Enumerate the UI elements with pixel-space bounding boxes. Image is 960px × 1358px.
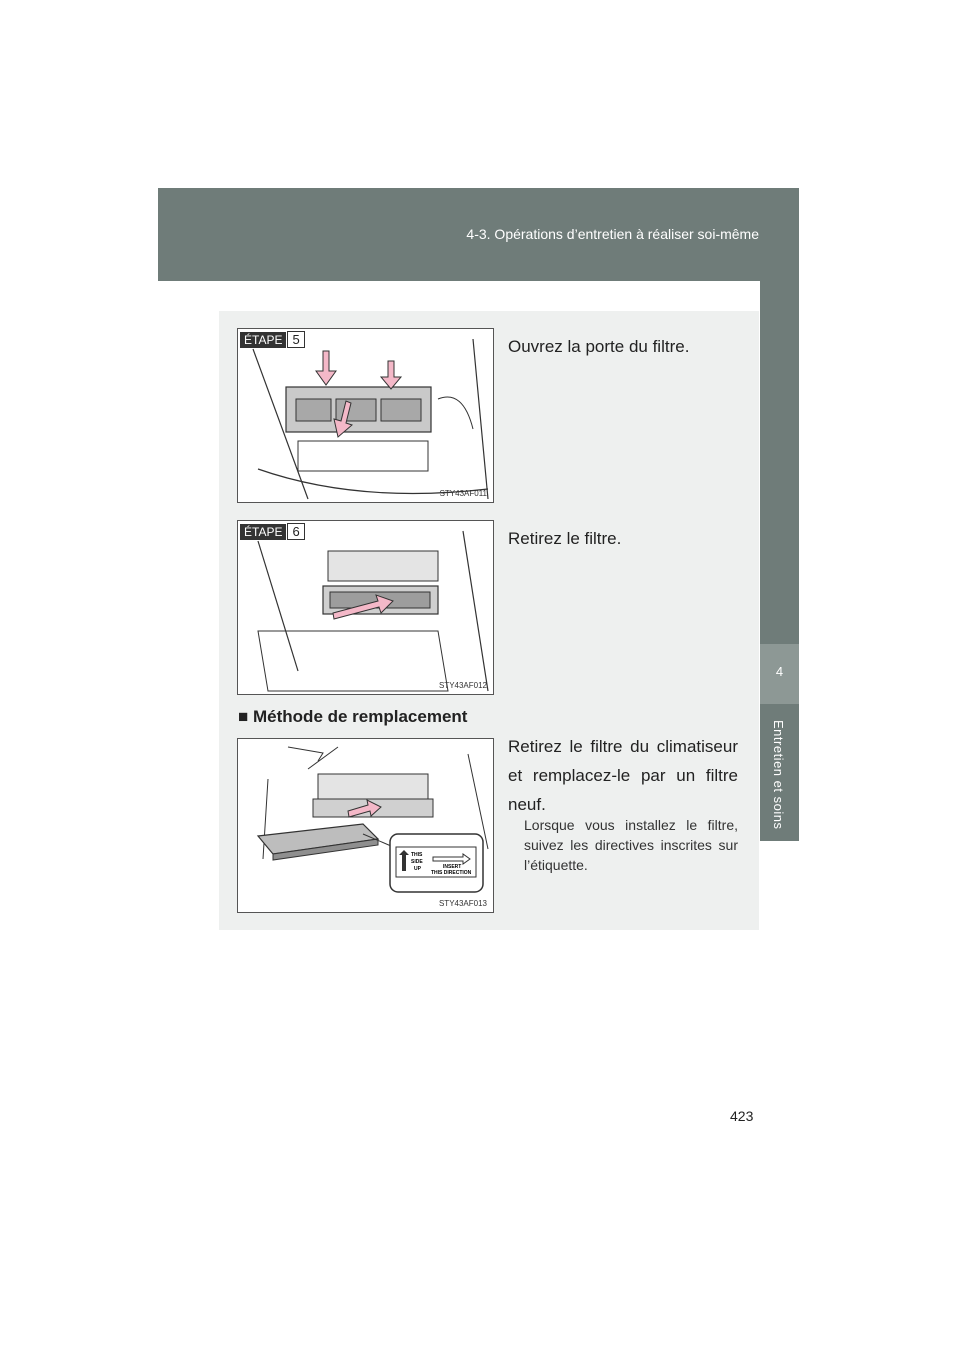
page-header xyxy=(158,188,799,281)
figure-step-6 xyxy=(237,520,494,695)
replace-filter-illustration xyxy=(238,739,494,913)
label-this: THIS xyxy=(411,852,423,858)
step-6-badge xyxy=(240,523,305,540)
step-badge-label: ÉTAPE xyxy=(240,332,286,348)
remove-filter-illustration xyxy=(238,521,494,695)
step-5-badge xyxy=(240,331,305,348)
step-badge-label: ÉTAPE xyxy=(240,524,286,540)
section-heading xyxy=(238,707,467,727)
step-5-text: Ouvrez la porte du filtre. xyxy=(508,337,690,356)
filter-door-illustration xyxy=(238,329,494,503)
chapter-number-box xyxy=(760,644,799,704)
replacement-note: Lorsque vous installez le filtre, suivez les directives inscrites sur l’étiquette. xyxy=(524,817,738,873)
label-side: SIDE xyxy=(411,859,423,865)
label-direction: THIS DIRECTION xyxy=(431,870,472,876)
section-title: Méthode de remplacement xyxy=(253,707,468,726)
section-bullet: ■ xyxy=(238,707,249,726)
step-badge-number: 6 xyxy=(287,523,304,540)
figure-step-5 xyxy=(237,328,494,503)
figure-replacement xyxy=(237,738,494,913)
step-badge-number: 5 xyxy=(287,331,304,348)
chapter-label: Entretien et soins xyxy=(771,720,786,830)
step-6-text: Retirez le filtre. xyxy=(508,529,622,548)
figure-code: STY43AF011 xyxy=(439,489,487,498)
figure-code: STY43AF012 xyxy=(438,681,487,690)
label-up: UP xyxy=(414,866,421,872)
figure-code: STY43AF013 xyxy=(438,899,487,908)
chapter-number: 4 xyxy=(775,664,784,679)
header-title: 4-3. Opérations d’entretien à réaliser soi-même xyxy=(466,226,759,242)
label-insert: INSERT xyxy=(443,864,462,870)
page-number: 423 xyxy=(730,1108,754,1124)
replacement-paragraph: Retirez le filtre du climatiseur et remplacez-le par un filtre neuf. xyxy=(508,737,738,814)
